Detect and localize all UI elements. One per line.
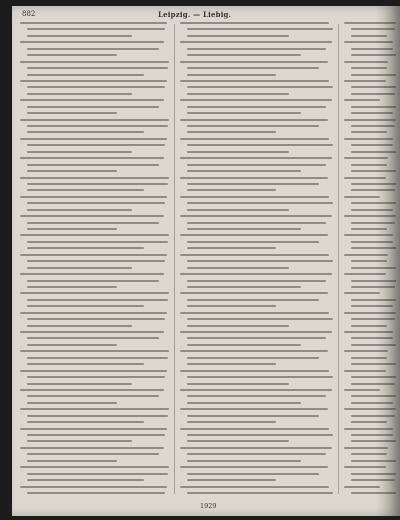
directory-column-left [20, 22, 170, 498]
directory-entry-continuation [187, 131, 276, 133]
directory-entry-line [20, 157, 164, 159]
directory-entry-line [20, 41, 164, 43]
directory-entry-continuation [27, 286, 117, 288]
directory-entry-continuation [351, 453, 387, 455]
directory-entry-continuation [187, 492, 333, 494]
directory-entry-continuation [27, 48, 159, 50]
directory-entry-line [344, 370, 386, 372]
directory-entry-line [344, 196, 380, 198]
directory-entry-continuation [27, 473, 168, 475]
directory-entry-continuation [27, 267, 132, 269]
directory-entry-continuation [351, 337, 393, 339]
directory-entry-continuation [351, 267, 396, 269]
directory-entry-continuation [187, 67, 319, 69]
directory-entry-continuation [351, 241, 393, 243]
directory-entry-continuation [27, 383, 132, 385]
directory-entry-line [180, 331, 332, 333]
directory-entry-continuation [27, 337, 159, 339]
directory-entry-line [344, 408, 396, 410]
directory-entry-line [344, 177, 386, 179]
directory-entry-line [20, 196, 167, 198]
directory-entry-continuation [351, 479, 395, 481]
directory-entry-line [344, 157, 388, 159]
directory-entry-line [20, 138, 167, 140]
directory-entry-continuation [27, 415, 168, 417]
directory-entry-continuation [187, 280, 326, 282]
directory-entry-line [20, 119, 169, 121]
directory-entry-continuation [351, 421, 387, 423]
directory-entry-continuation [187, 202, 333, 204]
directory-entry-line [20, 350, 169, 352]
directory-entry-continuation [187, 383, 289, 385]
directory-entry-continuation [351, 183, 396, 185]
directory-entry-line [344, 447, 388, 449]
directory-entry-continuation [351, 67, 387, 69]
directory-sheet [12, 6, 400, 516]
directory-entry-continuation [351, 299, 396, 301]
directory-entry-continuation [27, 453, 159, 455]
directory-entry-continuation [351, 189, 395, 191]
directory-entry-continuation [27, 260, 165, 262]
directory-entry-continuation [27, 209, 132, 211]
directory-entry-continuation [27, 86, 165, 88]
directory-entry-continuation [351, 93, 395, 95]
directory-entry-continuation [27, 305, 144, 307]
directory-entry-continuation [27, 151, 132, 153]
directory-entry-continuation [27, 222, 159, 224]
directory-entry-continuation [187, 151, 289, 153]
directory-entry-continuation [351, 228, 387, 230]
directory-entry-line [180, 119, 328, 121]
directory-entry-line [180, 350, 328, 352]
directory-entry-continuation [351, 492, 396, 494]
directory-entry-line [20, 486, 167, 488]
directory-entry-continuation [187, 241, 319, 243]
directory-entry-continuation [187, 260, 333, 262]
directory-entry-continuation [27, 376, 165, 378]
directory-entry-continuation [351, 402, 393, 404]
directory-entry-continuation [187, 415, 319, 417]
directory-entry-continuation [27, 440, 132, 442]
directory-entry-continuation [351, 222, 395, 224]
directory-entry-line [180, 215, 332, 217]
directory-entry-line [180, 234, 328, 236]
directory-entry-line [180, 486, 329, 488]
directory-entry-continuation [187, 286, 301, 288]
directory-entry-line [20, 80, 167, 82]
directory-entry-continuation [351, 106, 396, 108]
directory-entry-line [344, 119, 396, 121]
directory-entry-continuation [27, 28, 165, 30]
directory-entry-line [180, 157, 332, 159]
directory-entry-line [344, 99, 380, 101]
directory-entry-continuation [187, 376, 333, 378]
directory-entry-continuation [351, 164, 387, 166]
directory-entry-line [180, 41, 332, 43]
directory-entry-continuation [187, 93, 289, 95]
directory-entry-continuation [187, 54, 301, 56]
directory-entry-line [180, 428, 329, 430]
directory-entry-continuation [351, 415, 395, 417]
running-head: Leipzig. — Liebig. [158, 10, 232, 19]
directory-entry-continuation [27, 479, 144, 481]
directory-entry-continuation [27, 54, 117, 56]
directory-entry-continuation [187, 421, 276, 423]
directory-entry-line [344, 138, 393, 140]
directory-entry-line [180, 138, 329, 140]
directory-entry-continuation [351, 395, 396, 397]
page-header [12, 6, 400, 22]
directory-entry-line [20, 234, 169, 236]
directory-entry-continuation [187, 267, 289, 269]
directory-entry-line [20, 447, 164, 449]
directory-column-right-cropped [344, 22, 396, 498]
directory-entry-line [20, 273, 164, 275]
directory-entry-continuation [187, 28, 333, 30]
directory-entry-line [20, 177, 169, 179]
directory-entry-continuation [351, 170, 396, 172]
directory-entry-continuation [351, 260, 387, 262]
directory-entry-line [344, 61, 388, 63]
directory-entry-continuation [187, 395, 326, 397]
directory-entry-continuation [351, 280, 396, 282]
directory-entry-continuation [187, 35, 289, 37]
directory-entry-continuation [187, 337, 326, 339]
footer-year: 1929 [200, 502, 217, 510]
directory-entry-continuation [187, 440, 289, 442]
directory-entry-continuation [187, 74, 276, 76]
directory-entry-line [180, 254, 329, 256]
directory-entry-continuation [351, 357, 387, 359]
directory-entry-continuation [187, 305, 276, 307]
directory-entry-line [180, 61, 328, 63]
column-divider [338, 24, 339, 494]
directory-entry-continuation [187, 357, 319, 359]
directory-entry-line [180, 312, 329, 314]
directory-entry-continuation [27, 93, 132, 95]
directory-entry-continuation [187, 460, 301, 462]
directory-entry-continuation [187, 402, 301, 404]
directory-entry-continuation [187, 479, 276, 481]
directory-entry-line [180, 466, 328, 468]
directory-entry-continuation [27, 202, 165, 204]
directory-entry-continuation [27, 228, 117, 230]
directory-entry-continuation [351, 434, 393, 436]
directory-entry-line [344, 273, 386, 275]
directory-entry-continuation [187, 325, 289, 327]
directory-entry-continuation [351, 125, 395, 127]
directory-entry-line [20, 99, 164, 101]
page-number: 882 [22, 10, 36, 18]
directory-entry-continuation [187, 473, 319, 475]
directory-entry-continuation [27, 106, 159, 108]
directory-entry-line [20, 408, 169, 410]
directory-entry-continuation [351, 48, 393, 50]
directory-entry-continuation [27, 131, 144, 133]
directory-entry-continuation [187, 222, 326, 224]
directory-entry-continuation [187, 209, 289, 211]
directory-entry-continuation [27, 492, 165, 494]
directory-entry-continuation [351, 86, 396, 88]
directory-entry-continuation [27, 460, 117, 462]
directory-entry-line [20, 61, 169, 63]
directory-entry-continuation [27, 357, 168, 359]
directory-entry-line [180, 370, 329, 372]
directory-entry-continuation [187, 144, 333, 146]
directory-entry-line [180, 80, 329, 82]
directory-entry-continuation [351, 209, 393, 211]
directory-entry-continuation [351, 440, 396, 442]
directory-entry-continuation [351, 376, 396, 378]
directory-entry-continuation [27, 363, 144, 365]
directory-entry-continuation [351, 286, 395, 288]
directory-entry-continuation [27, 434, 165, 436]
directory-entry-continuation [27, 325, 132, 327]
directory-entry-continuation [187, 363, 276, 365]
directory-entry-line [344, 350, 388, 352]
directory-entry-continuation [27, 164, 159, 166]
directory-entry-continuation [351, 363, 396, 365]
directory-entry-line [20, 22, 167, 24]
directory-entry-line [180, 408, 328, 410]
directory-entry-continuation [351, 344, 396, 346]
directory-entry-continuation [27, 344, 117, 346]
directory-entry-continuation [187, 434, 333, 436]
directory-entry-line [344, 486, 380, 488]
directory-entry-continuation [351, 112, 393, 114]
directory-entry-line [180, 389, 332, 391]
directory-entry-continuation [351, 460, 396, 462]
directory-entry-line [20, 312, 167, 314]
directory-entry-continuation [27, 247, 144, 249]
directory-entry-line [20, 370, 167, 372]
directory-entry-continuation [187, 86, 333, 88]
directory-entry-continuation [27, 67, 168, 69]
directory-entry-continuation [187, 48, 326, 50]
directory-entry-line [344, 312, 396, 314]
directory-entry-continuation [351, 383, 395, 385]
directory-entry-continuation [27, 241, 168, 243]
directory-entry-line [20, 215, 164, 217]
directory-entry-line [344, 389, 380, 391]
directory-entry-line [20, 331, 164, 333]
directory-entry-continuation [27, 170, 117, 172]
directory-entry-line [180, 22, 329, 24]
directory-entry-continuation [27, 299, 168, 301]
directory-entry-line [20, 292, 169, 294]
directory-entry-continuation [351, 305, 393, 307]
directory-entry-continuation [187, 344, 301, 346]
directory-entry-continuation [27, 318, 165, 320]
directory-entry-continuation [187, 299, 319, 301]
directory-entry-continuation [351, 202, 396, 204]
directory-entry-line [180, 196, 329, 198]
directory-entry-continuation [187, 189, 276, 191]
directory-entry-continuation [27, 112, 117, 114]
directory-entry-continuation [351, 144, 393, 146]
directory-column-middle [180, 22, 334, 498]
directory-entry-continuation [187, 183, 319, 185]
directory-entry-line [180, 99, 332, 101]
directory-entry-continuation [187, 228, 301, 230]
directory-entry-continuation [27, 280, 159, 282]
directory-entry-line [344, 80, 386, 82]
directory-entry-line [20, 254, 167, 256]
directory-entry-line [180, 447, 332, 449]
directory-entry-line [344, 234, 393, 236]
directory-entry-line [344, 215, 396, 217]
directory-entry-continuation [187, 164, 326, 166]
directory-entry-continuation [187, 125, 319, 127]
directory-entry-line [344, 22, 396, 24]
directory-entry-continuation [187, 170, 301, 172]
directory-entry-continuation [187, 106, 326, 108]
directory-entry-continuation [351, 247, 396, 249]
directory-entry-continuation [27, 402, 117, 404]
directory-entry-continuation [187, 318, 333, 320]
directory-entry-continuation [351, 28, 395, 30]
directory-entry-line [180, 273, 332, 275]
directory-entry-continuation [351, 318, 395, 320]
directory-entry-continuation [27, 395, 159, 397]
directory-entry-line [344, 41, 393, 43]
directory-entry-continuation [187, 112, 301, 114]
column-divider [174, 24, 175, 494]
directory-entry-line [20, 389, 164, 391]
directory-entry-line [344, 466, 386, 468]
directory-entry-continuation [27, 125, 168, 127]
directory-entry-line [344, 331, 393, 333]
directory-entry-continuation [187, 247, 276, 249]
directory-entry-line [180, 177, 328, 179]
directory-entry-continuation [351, 74, 396, 76]
page-footer [12, 500, 400, 514]
directory-entry-line [180, 292, 328, 294]
directory-entry-continuation [187, 453, 326, 455]
directory-entry-line [20, 466, 169, 468]
directory-entry-continuation [351, 131, 387, 133]
directory-entry-continuation [27, 189, 144, 191]
directory-entry-line [344, 428, 393, 430]
directory-entry-continuation [351, 473, 396, 475]
directory-entry-continuation [351, 151, 396, 153]
directory-entry-continuation [351, 35, 387, 37]
directory-entry-continuation [27, 74, 144, 76]
directory-entry-continuation [27, 421, 144, 423]
directory-entry-continuation [27, 183, 168, 185]
directory-entry-continuation [27, 35, 132, 37]
directory-entry-line [344, 254, 388, 256]
directory-entry-line [20, 428, 167, 430]
directory-entry-continuation [27, 144, 165, 146]
directory-entry-continuation [351, 325, 387, 327]
directory-entry-line [344, 292, 380, 294]
directory-entry-continuation [351, 54, 396, 56]
